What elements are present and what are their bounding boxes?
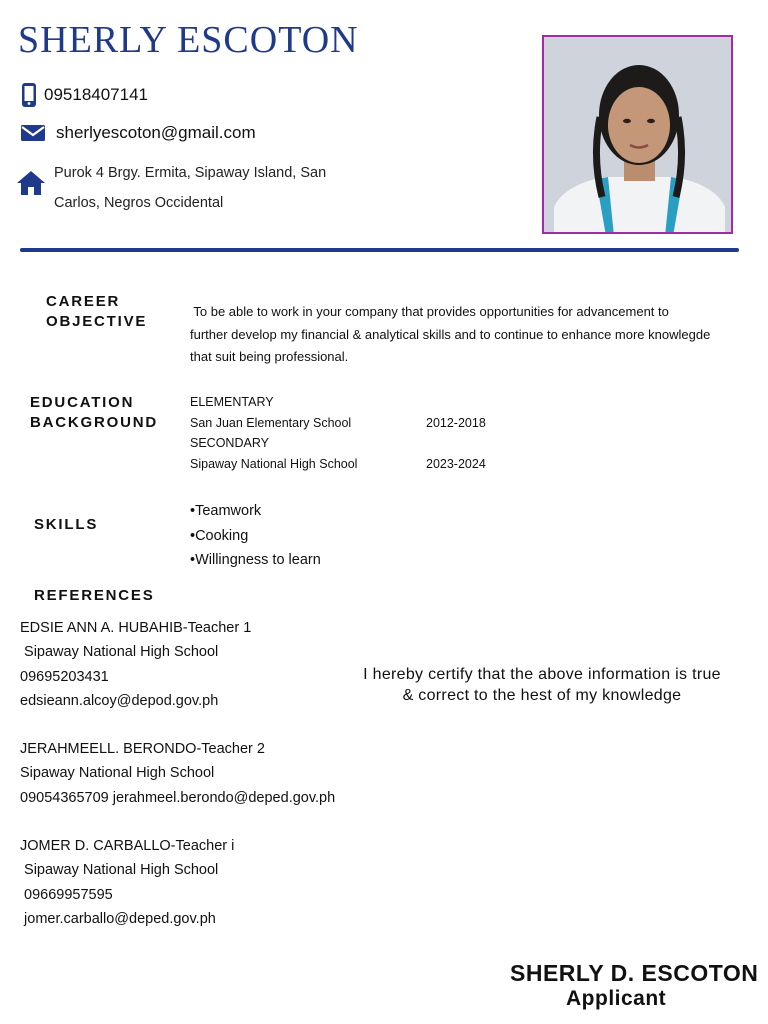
reference-email: edsieann.alcoy@depod.gov.ph	[20, 692, 219, 709]
address-line-1: Purok 4 Brgy. Ermita, Sipaway Island, San	[54, 165, 327, 181]
reference-school: Sipaway National High School	[20, 765, 215, 782]
education-heading: EDUCATION BACKGROUND	[30, 394, 158, 431]
applicant-name: SHERLY ESCOTON	[18, 19, 359, 61]
elementary-school: San Juan Elementary School	[190, 415, 352, 430]
address-row	[16, 158, 326, 218]
elementary-row	[190, 413, 520, 434]
signature-role: Applicant	[566, 987, 667, 1010]
reference-school: Sipaway National High School	[20, 862, 219, 879]
reference-1	[20, 616, 251, 713]
envelope-icon	[20, 123, 46, 143]
career-objective-text: To be able to work in your company that provides opportunities for advancement to further develop my financial & analytical skills and to continue to enhance more knowlegde that suit being professional.	[190, 304, 711, 364]
elementary-label: ELEMENTARY	[190, 395, 274, 409]
address-line-2: Carlos, Negros Occidental	[54, 195, 224, 211]
elementary-years: 2012-2018	[426, 415, 486, 430]
reference-name: JOMER D. CARBALLO-Teacher i	[20, 838, 235, 854]
certification-statement: I hereby certify that the above information is true & correct to the hest of my knowledge	[363, 666, 721, 704]
header-divider	[20, 248, 739, 252]
address	[54, 158, 326, 218]
email-row	[20, 123, 256, 143]
skills-list	[190, 499, 321, 573]
profile-photo	[542, 35, 733, 234]
skill-item: •Cooking	[190, 527, 249, 544]
home-icon	[16, 170, 46, 196]
references-heading: REFERENCES	[34, 587, 155, 604]
secondary-label: SECONDARY	[190, 436, 269, 450]
reference-phone: 09695203431	[20, 668, 109, 685]
secondary-row	[190, 454, 520, 475]
signature-name: SHERLY D. ESCOTON	[510, 960, 759, 986]
education-list	[190, 392, 520, 474]
reference-contact: 09054365709 jerahmeel.berondo@deped.gov.ph	[20, 789, 336, 806]
reference-3	[20, 834, 234, 931]
reference-school: Sipaway National High School	[20, 644, 219, 661]
reference-email: jomer.carballo@deped.gov.ph	[20, 910, 216, 927]
reference-phone: 09669957595	[20, 886, 113, 903]
skills-heading: SKILLS	[34, 516, 99, 533]
reference-name: JERAHMEELL. BERONDO-Teacher 2	[20, 741, 265, 757]
reference-name: EDSIE ANN A. HUBAHIB-Teacher 1	[20, 620, 252, 636]
secondary-years: 2023-2024	[426, 456, 486, 471]
phone-row	[20, 82, 148, 108]
email-address: sherlyescoton@gmail.com	[56, 123, 256, 142]
career-objective-heading: CAREER OBJECTIVE	[46, 293, 148, 330]
phone-number: 09518407141	[44, 85, 149, 104]
skill-item: •Willingness to learn	[190, 552, 321, 568]
mobile-phone-icon	[20, 82, 38, 108]
reference-2	[20, 737, 335, 810]
secondary-school: Sipaway National High School	[190, 456, 358, 471]
skill-item: •Teamwork	[190, 503, 262, 519]
